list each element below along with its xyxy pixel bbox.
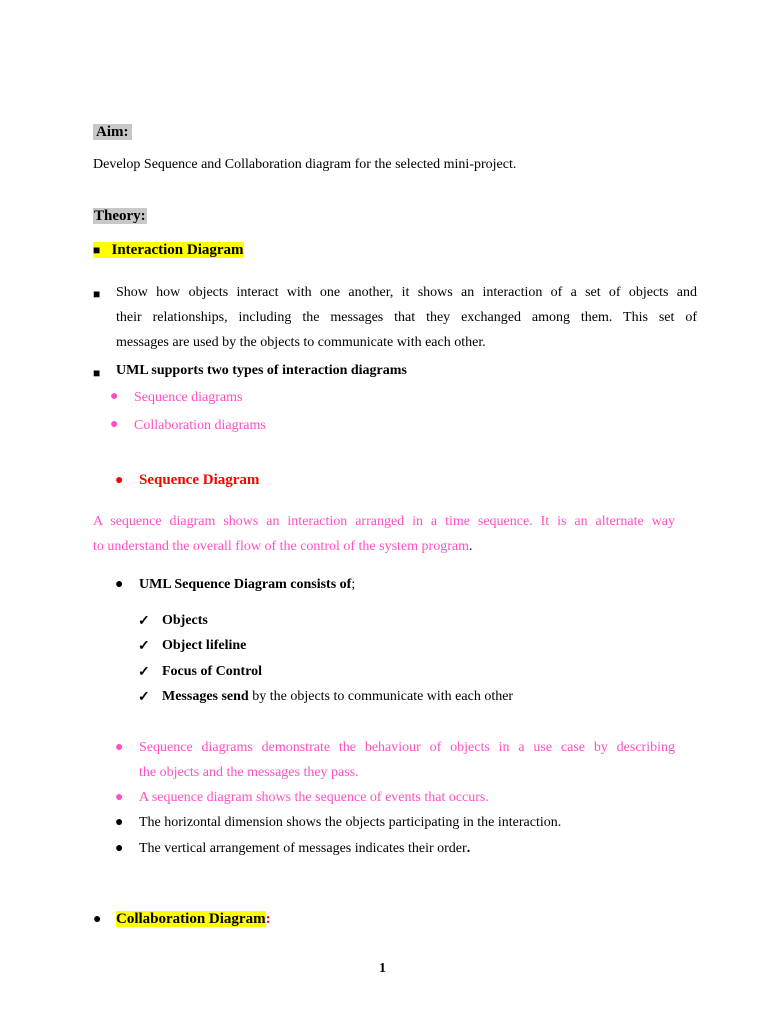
component-item: Objects [162, 613, 208, 628]
theory-heading: Theory: [94, 208, 146, 224]
check-icon: ✓ [138, 665, 150, 680]
sequence-title: Sequence Diagram [139, 472, 260, 488]
note-line: the objects and the messages they pass. [139, 765, 359, 780]
check-icon: ✓ [138, 690, 150, 705]
interaction-desc-line: messages are used by the objects to communicate with each other. [116, 335, 486, 350]
component-item: Messages send by the objects to communicate with each other [162, 689, 514, 704]
page-number: 1 [379, 961, 386, 976]
aim-text: Develop Sequence and Collaboration diagram for the selected mini-project. [93, 157, 517, 172]
sequence-intro-line: to understand the overall flow of the control of the system program. [93, 539, 473, 554]
component-item: Focus of Control [162, 664, 263, 679]
type-item: Collaboration diagrams [134, 418, 266, 433]
sequence-intro-line: A sequence diagram shows an interaction arranged in a time sequence. It is an alternate way [93, 514, 675, 529]
note-line: Sequence diagrams demonstrate the behaviour of objects in a use case by describing [139, 740, 675, 755]
interaction-desc-line: Show how objects interact with one another, it shows an interaction of a set of objects and [116, 285, 697, 300]
fact-line: The vertical arrangement of messages indicates their order. [139, 841, 471, 856]
bullet-icon: ● [115, 841, 124, 856]
bullet-icon: ● [115, 473, 124, 488]
bullet-icon: ● [110, 417, 119, 432]
check-icon: ✓ [138, 639, 150, 654]
bullet-icon: ● [115, 790, 124, 805]
square-bullet-icon: ■ [93, 287, 101, 301]
type-item: Sequence diagrams [134, 390, 243, 405]
interaction-desc-line: their relationships, including the messages that they exchanged among them. This set of [116, 310, 697, 325]
collaboration-heading: Collaboration Diagram: [116, 911, 271, 927]
interaction-heading [93, 242, 244, 259]
bullet-icon: ● [115, 815, 124, 830]
bullet-icon: ● [115, 577, 124, 592]
bullet-icon: ● [93, 912, 102, 927]
types-heading: UML supports two types of interaction diagrams [116, 363, 407, 378]
note-line: A sequence diagram shows the sequence of events that occurs. [139, 790, 489, 805]
consists-heading: UML Sequence Diagram consists of; [139, 577, 356, 592]
check-icon: ✓ [138, 614, 150, 629]
bullet-icon: ● [110, 389, 119, 404]
square-bullet-icon: ■ [93, 243, 101, 257]
bullet-icon: ● [115, 740, 124, 755]
interaction-title: Interaction Diagram [111, 242, 244, 258]
aim-heading: Aim: [93, 124, 132, 141]
component-item: Object lifeline [162, 638, 247, 653]
fact-line: The horizontal dimension shows the objects participating in the interaction. [139, 815, 562, 830]
square-bullet-icon: ■ [93, 366, 101, 380]
